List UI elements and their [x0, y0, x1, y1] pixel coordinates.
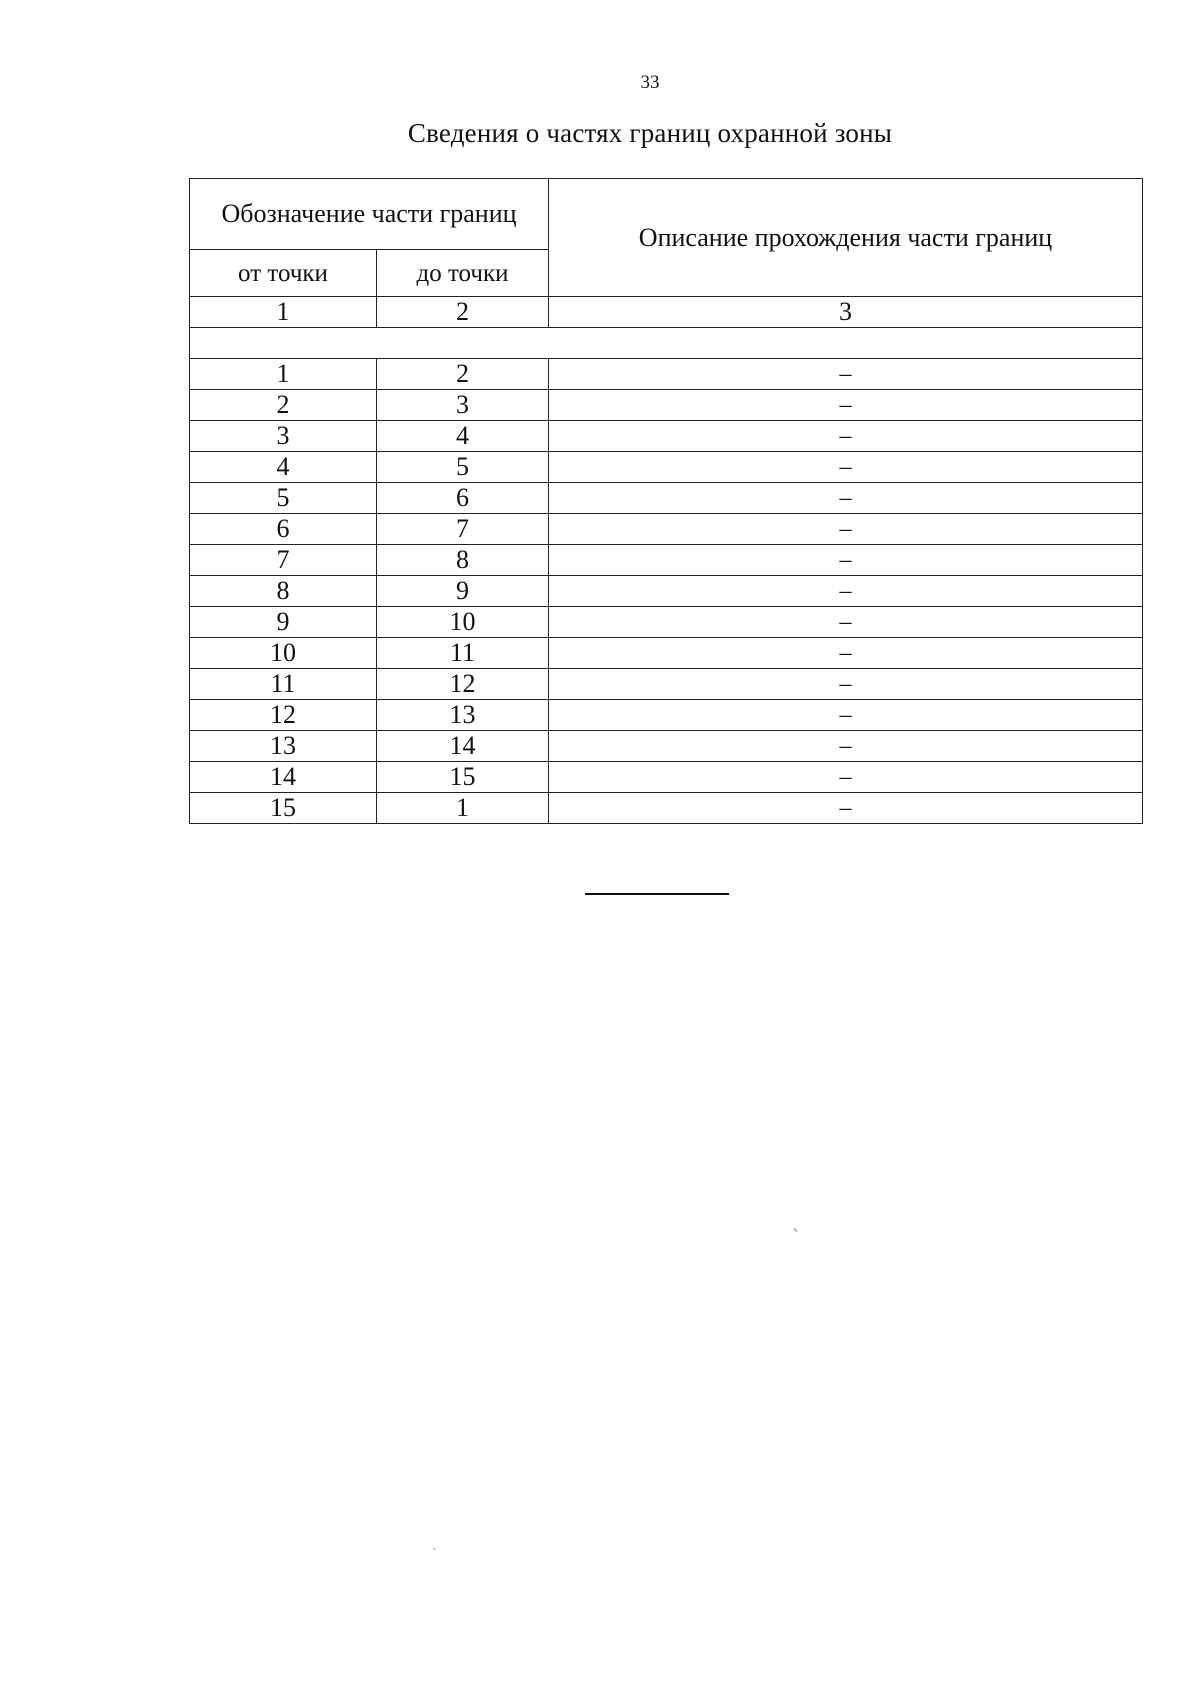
boundary-parts-table [189, 178, 1143, 824]
table-row [190, 638, 1143, 669]
table-row [190, 731, 1143, 762]
table-header-row [190, 179, 1143, 250]
table-row [190, 576, 1143, 607]
to-point-cell: 2 [377, 359, 549, 390]
column-number: 1 [190, 297, 377, 328]
table-row [190, 359, 1143, 390]
to-point-cell: 4 [377, 421, 549, 452]
to-point-cell: 12 [377, 669, 549, 700]
from-point-cell: 8 [190, 576, 377, 607]
to-point-cell: 15 [377, 762, 549, 793]
from-point-cell: 2 [190, 390, 377, 421]
column-number: 3 [549, 297, 1143, 328]
to-point-cell: 14 [377, 731, 549, 762]
description-cell: – [549, 452, 1143, 483]
table-row [190, 483, 1143, 514]
to-point-cell: 11 [377, 638, 549, 669]
from-point-cell: 5 [190, 483, 377, 514]
description-cell: – [549, 514, 1143, 545]
from-point-cell: 12 [190, 700, 377, 731]
from-point-cell: 1 [190, 359, 377, 390]
header-to-point: до точки [377, 250, 549, 297]
table-row [190, 545, 1143, 576]
from-point-cell: 3 [190, 421, 377, 452]
table-row [190, 452, 1143, 483]
end-of-document-rule [585, 893, 729, 895]
from-point-cell: 14 [190, 762, 377, 793]
description-cell: – [549, 607, 1143, 638]
table-row [190, 514, 1143, 545]
section-row [190, 328, 1143, 359]
description-cell: – [549, 793, 1143, 824]
from-point-cell: 11 [190, 669, 377, 700]
to-point-cell: 9 [377, 576, 549, 607]
header-boundary-part-description: Описание прохождения части границ [549, 179, 1143, 297]
table-row [190, 762, 1143, 793]
from-point-cell: 9 [190, 607, 377, 638]
scan-artifact-mark [794, 1228, 797, 1232]
description-cell: – [549, 545, 1143, 576]
description-cell: – [549, 359, 1143, 390]
column-number: 2 [377, 297, 549, 328]
to-point-cell: 8 [377, 545, 549, 576]
table-row [190, 421, 1143, 452]
header-boundary-part-designation: Обозначение части границ [190, 179, 549, 250]
table-row [190, 669, 1143, 700]
to-point-cell: 10 [377, 607, 549, 638]
to-point-cell: 1 [377, 793, 549, 824]
description-cell: – [549, 390, 1143, 421]
description-cell: – [549, 483, 1143, 514]
table-row [190, 390, 1143, 421]
description-cell: – [549, 762, 1143, 793]
to-point-cell: 13 [377, 700, 549, 731]
from-point-cell: 13 [190, 731, 377, 762]
description-cell: – [549, 638, 1143, 669]
page-number: 33 [640, 72, 660, 93]
description-cell: – [549, 731, 1143, 762]
table-row [190, 700, 1143, 731]
from-point-cell: 7 [190, 545, 377, 576]
table-row [190, 607, 1143, 638]
document-title: Сведения о частях границ охранной зоны [407, 118, 893, 148]
header-from-point: от точки [190, 250, 377, 297]
table-row [190, 793, 1143, 824]
from-point-cell: 6 [190, 514, 377, 545]
description-cell: – [549, 669, 1143, 700]
scan-artifact-mark [433, 1548, 435, 1550]
to-point-cell: 5 [377, 452, 549, 483]
to-point-cell: 6 [377, 483, 549, 514]
to-point-cell: 7 [377, 514, 549, 545]
from-point-cell: 15 [190, 793, 377, 824]
from-point-cell: 10 [190, 638, 377, 669]
description-cell: – [549, 421, 1143, 452]
section-label [190, 328, 1143, 359]
description-cell: – [549, 700, 1143, 731]
to-point-cell: 3 [377, 390, 549, 421]
from-point-cell: 4 [190, 452, 377, 483]
description-cell: – [549, 576, 1143, 607]
column-number-row [190, 297, 1143, 328]
